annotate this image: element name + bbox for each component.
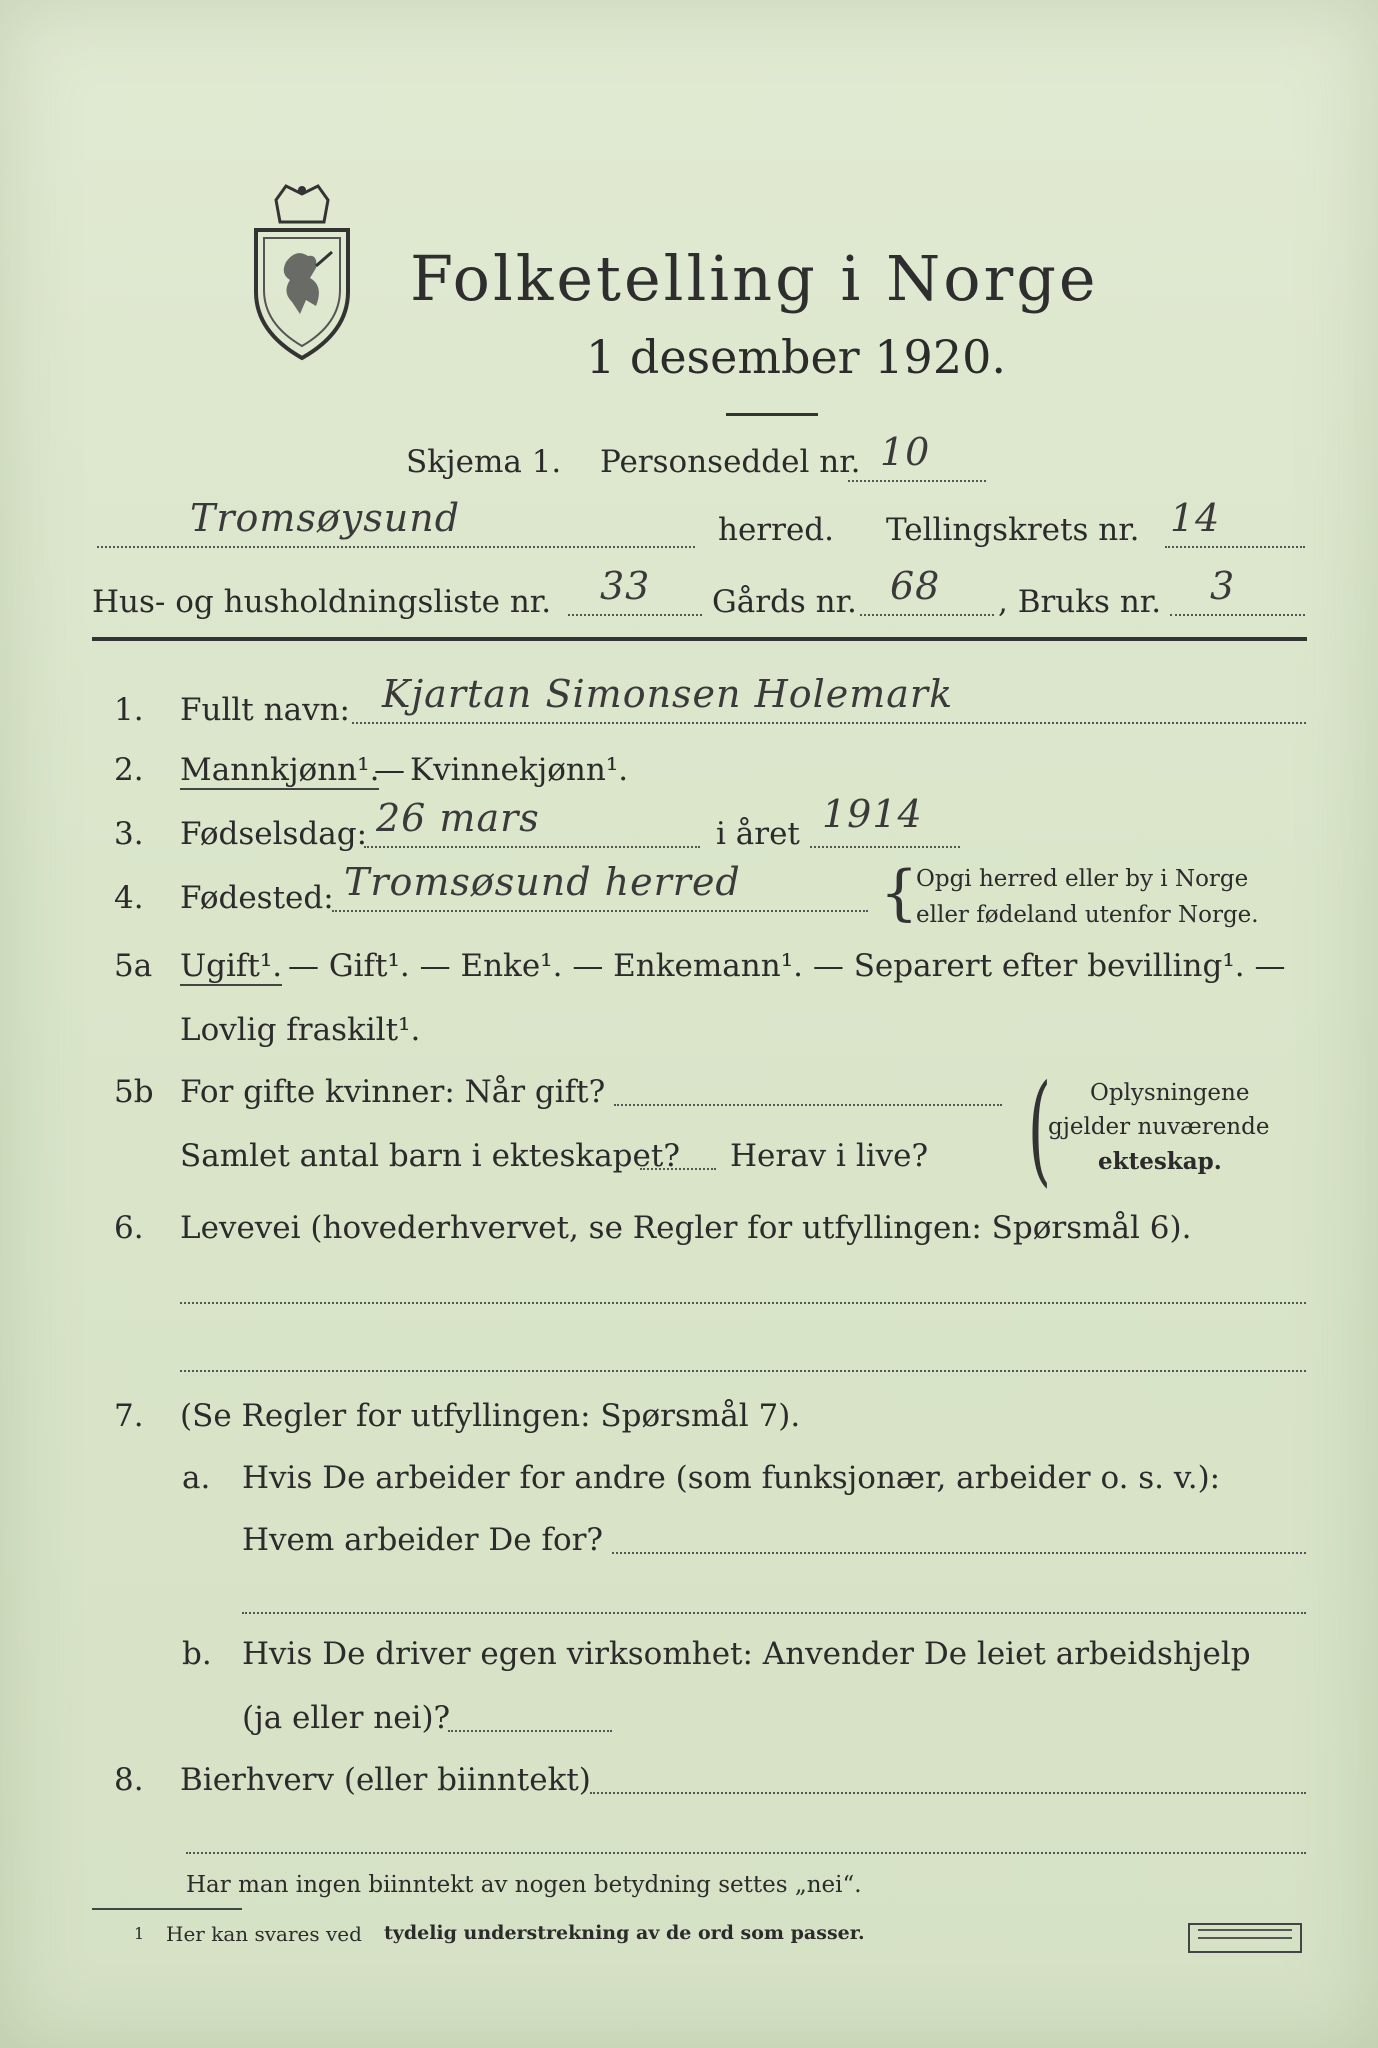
q5a-number: 5a xyxy=(114,948,153,984)
personseddel-line xyxy=(848,480,986,482)
q7b-line xyxy=(448,1730,612,1732)
q5b-label2: Samlet antal barn i ekteskapet? xyxy=(180,1138,680,1174)
form-date: 1 desember 1920. xyxy=(586,330,1006,384)
q4-label: Fødested: xyxy=(180,880,334,916)
q6-line2 xyxy=(180,1370,1306,1372)
q6-line1 xyxy=(180,1302,1306,1304)
husliste-line xyxy=(568,614,702,616)
q7b-label: Hvis De driver egen virksomhet: Anvender De leiet arbeidshjelp xyxy=(242,1636,1251,1672)
q4-note-line2: eller fødeland utenfor Norge. xyxy=(916,902,1259,928)
personseddel-label: Personseddel nr. xyxy=(600,444,861,480)
q2-male-option: Mannkjønn¹. xyxy=(180,752,380,788)
q2-number: 2. xyxy=(114,752,144,788)
husliste-value: 33 xyxy=(600,564,651,608)
header-rule xyxy=(92,637,1307,641)
herred-label: herred. xyxy=(718,512,834,548)
q7b-number: b. xyxy=(182,1636,212,1672)
q5a-other-options: — Gift¹. — Enke¹. — Enkemann¹. — Separert efter bevilling¹. — xyxy=(288,948,1286,984)
q4-brace: { xyxy=(880,858,919,928)
q5b-note-line2: gjelder nuværende xyxy=(1048,1114,1270,1140)
q4-number: 4. xyxy=(114,880,144,916)
gards-value: 68 xyxy=(890,564,941,608)
tellingskrets-value: 14 xyxy=(1170,496,1221,540)
q1-number: 1. xyxy=(114,692,144,728)
q3-label: Fødselsdag: xyxy=(180,816,368,852)
skjema-label: Skjema 1. xyxy=(406,444,562,480)
title-divider xyxy=(726,413,818,416)
q7b-label2: (ja eller nei)? xyxy=(242,1700,451,1736)
footnote-text-a: Her kan svares ved xyxy=(166,1922,362,1946)
q6-number: 6. xyxy=(114,1210,144,1246)
q1-label: Fullt navn: xyxy=(180,692,350,728)
footnote-number: 1 xyxy=(134,1924,145,1943)
q5b-note-line1: Oplysningene xyxy=(1090,1080,1250,1106)
q3-day-value: 26 mars xyxy=(376,796,540,840)
q7-label: (Se Regler for utfyllingen: Spørsmål 7). xyxy=(180,1398,801,1434)
q4-note-line1: Opgi herred eller by i Norge xyxy=(916,866,1249,892)
q5b-number: 5b xyxy=(114,1074,154,1110)
q2-female-option: Kvinnekjønn¹. xyxy=(410,752,629,788)
q3-year-line xyxy=(810,846,960,848)
q1-value: Kjartan Simonsen Holemark xyxy=(382,672,954,716)
form-title: Folketelling i Norge xyxy=(410,242,1099,315)
q5b-label3: Herav i live? xyxy=(730,1138,929,1174)
q8-label: Bierhverv (eller biinntekt) xyxy=(180,1762,591,1798)
footer-note: Har man ingen biinntekt av nogen betydning settes „nei“. xyxy=(186,1872,862,1898)
q7a-line2 xyxy=(242,1612,1306,1614)
q4-line xyxy=(332,910,868,912)
q7-number: 7. xyxy=(114,1398,144,1434)
bruks-value: 3 xyxy=(1210,564,1236,608)
q8-number: 8. xyxy=(114,1762,144,1798)
q7a-line1 xyxy=(612,1552,1306,1554)
q7a-label: Hvis De arbeider for andre (som funksjonær, arbeider o. s. v.): xyxy=(242,1460,1221,1496)
q1-line xyxy=(352,722,1306,724)
bruks-label: , Bruks nr. xyxy=(998,584,1162,620)
q6-label: Levevei (hovederhvervet, se Regler for utfyllingen: Spørsmål 6). xyxy=(180,1210,1192,1246)
q5a-line2: Lovlig fraskilt¹. xyxy=(180,1012,421,1048)
q5b-brace: ( xyxy=(1027,1060,1052,1199)
footnote-text-b: tydelig understrekning av de ord som passer. xyxy=(384,1922,865,1944)
q4-value: Tromsøsund herred xyxy=(344,860,741,904)
q3-day-line xyxy=(364,846,700,848)
bruks-line xyxy=(1170,614,1305,616)
footnote-rule xyxy=(92,1908,242,1910)
tellingskrets-line xyxy=(1165,546,1305,548)
personseddel-value: 10 xyxy=(880,430,931,474)
q5b-note-line3: ekteskap. xyxy=(1098,1148,1222,1175)
q2-separator: — xyxy=(374,752,405,788)
herred-line xyxy=(97,546,695,548)
husliste-label: Hus- og husholdningsliste nr. xyxy=(92,584,552,620)
gards-label: Gårds nr. xyxy=(712,584,857,620)
printer-stamp-icon xyxy=(1188,1923,1302,1953)
q7a-label2: Hvem arbeider De for? xyxy=(242,1522,604,1558)
q5b-label1: For gifte kvinner: Når gift? xyxy=(180,1074,606,1110)
q5a-ugift-option: Ugift¹. xyxy=(180,948,283,984)
q5b-children-line xyxy=(640,1168,716,1170)
q8-line2 xyxy=(186,1852,1306,1854)
q3-year-label: i året xyxy=(716,816,800,852)
norwegian-coat-of-arms-icon xyxy=(246,182,358,362)
gards-line xyxy=(860,614,994,616)
herred-value: Tromsøysund xyxy=(190,496,461,540)
q7a-number: a. xyxy=(182,1460,211,1496)
q3-year-value: 1914 xyxy=(822,792,923,836)
q8-line1 xyxy=(590,1792,1306,1794)
q5b-married-line xyxy=(614,1104,1002,1106)
tellingskrets-label: Tellingskrets nr. xyxy=(886,512,1140,548)
q3-number: 3. xyxy=(114,816,144,852)
